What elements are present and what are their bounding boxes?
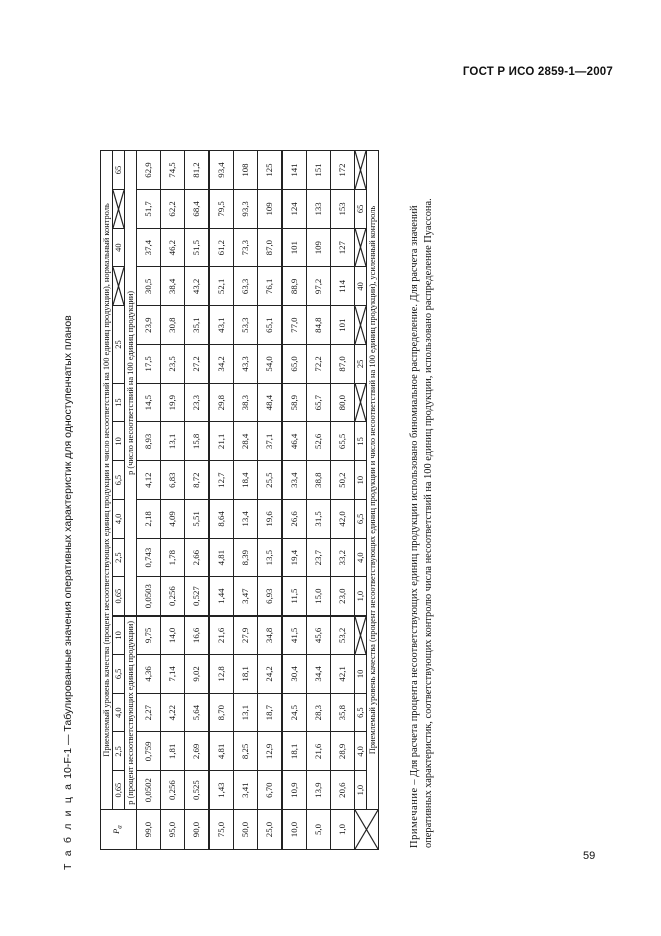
value-cell: 43,2	[185, 267, 210, 306]
aql-bottom-cell: 4,0	[355, 538, 367, 577]
table-row	[185, 151, 210, 850]
value-cell: 62,9	[137, 151, 161, 190]
value-cell: 4,36	[137, 655, 161, 694]
value-cell: 5,64	[185, 693, 210, 732]
value-cell: 0,0503	[137, 577, 161, 616]
value-cell: 72,2	[307, 345, 331, 384]
aql-top-cell: 10	[113, 422, 125, 461]
value-cell: 12,8	[209, 655, 234, 694]
value-cell: 4,09	[161, 500, 185, 539]
value-cell: 43,1	[209, 306, 234, 345]
value-cell: 11,5	[282, 577, 307, 616]
value-cell: 15,0	[307, 577, 331, 616]
value-cell: 28,4	[234, 422, 258, 461]
aql-top-cell: 25	[113, 306, 125, 384]
value-cell: 18,7	[258, 693, 283, 732]
value-cell: 34,2	[209, 345, 234, 384]
value-cell: 27,2	[185, 345, 210, 384]
value-cell: 23,9	[137, 306, 161, 345]
value-cell: 74,5	[161, 151, 185, 190]
aql-bottom-cell: 10	[355, 461, 367, 500]
value-cell: 4,81	[209, 538, 234, 577]
value-cell: 19,4	[282, 538, 307, 577]
value-cell: 29,8	[209, 383, 234, 422]
pa-value-cell: 50,0	[234, 810, 258, 850]
aql-top-cell: 6,5	[113, 461, 125, 500]
value-cell: 2,69	[185, 732, 210, 771]
value-cell: 101	[331, 306, 355, 345]
value-cell: 65,7	[307, 383, 331, 422]
aql-bottom-cell: 4,0	[355, 732, 367, 771]
value-cell: 34,4	[307, 655, 331, 694]
table-row	[137, 151, 161, 850]
value-cell: 7,14	[161, 655, 185, 694]
value-cell: 13,4	[234, 500, 258, 539]
value-cell: 26,6	[282, 500, 307, 539]
aql-bottom-cell: 40	[355, 267, 367, 306]
aql-bottom-cell: 1,0	[355, 771, 367, 810]
sub-header-right: p (число несоответствий на 100 единиц продукции)	[125, 151, 137, 616]
value-cell: 172	[331, 151, 355, 190]
pa-value-cell: 99,0	[137, 810, 161, 850]
value-cell: 63,3	[234, 267, 258, 306]
pa-value-cell: 75,0	[209, 810, 234, 850]
aql-top-cell: 6,5	[113, 655, 125, 694]
value-cell: 81,2	[185, 151, 210, 190]
value-cell: 41,5	[282, 616, 307, 655]
value-cell: 20,6	[331, 771, 355, 810]
crossed-cell	[355, 306, 367, 345]
value-cell: 18,4	[234, 461, 258, 500]
table-row	[234, 151, 258, 850]
pa-header-cell	[101, 810, 137, 850]
value-cell: 14,5	[137, 383, 161, 422]
value-cell: 9,75	[137, 616, 161, 655]
value-cell: 17,5	[137, 345, 161, 384]
pa-sub: a	[115, 825, 124, 829]
cross-out-icon	[355, 810, 378, 849]
value-cell: 127	[331, 228, 355, 267]
value-cell: 0,527	[185, 577, 210, 616]
value-cell: 52,1	[209, 267, 234, 306]
value-cell: 45,6	[307, 616, 331, 655]
value-cell: 28,9	[331, 732, 355, 771]
value-cell: 3,41	[234, 771, 258, 810]
value-cell: 21,1	[209, 422, 234, 461]
rotated-table-block	[62, 0, 602, 878]
value-cell: 8,72	[185, 461, 210, 500]
value-cell: 79,5	[209, 190, 234, 229]
value-cell: 30,4	[282, 655, 307, 694]
pa-value-cell: 25,0	[258, 810, 283, 850]
caption-number: 10-F-1	[62, 747, 74, 779]
value-cell: 61,2	[209, 228, 234, 267]
pa-value-cell: 95,0	[161, 810, 185, 850]
top-header-cell: Приемлемый уровень качества (процент несоответствующих единиц продукции и число несоответствий на 100 единиц продукции), нормальный контроль	[101, 151, 113, 810]
value-cell: 0,759	[137, 732, 161, 771]
value-cell: 2,66	[185, 538, 210, 577]
value-cell: 27,9	[234, 616, 258, 655]
value-cell: 76,1	[258, 267, 283, 306]
value-cell: 37,1	[258, 422, 283, 461]
value-cell: 65,0	[282, 345, 307, 384]
pa-value-cell: 90,0	[185, 810, 210, 850]
value-cell: 28,3	[307, 693, 331, 732]
pa-value-cell: 1,0	[331, 810, 355, 850]
value-cell: 46,2	[161, 228, 185, 267]
value-cell: 12,7	[209, 461, 234, 500]
crossed-cell	[355, 616, 367, 655]
pa-value-cell: 10,0	[282, 810, 307, 850]
table-row	[258, 151, 283, 850]
value-cell: 35,1	[185, 306, 210, 345]
value-cell: 50,2	[331, 461, 355, 500]
value-cell: 77,0	[282, 306, 307, 345]
value-cell: 16,6	[185, 616, 210, 655]
aql-top-cell: 40	[113, 228, 125, 267]
value-cell: 9,02	[185, 655, 210, 694]
value-cell: 24,5	[282, 693, 307, 732]
note-lead: Примечание	[409, 787, 420, 848]
value-cell: 15,8	[185, 422, 210, 461]
value-cell: 108	[234, 151, 258, 190]
aql-bottom-cell: 6,5	[355, 693, 367, 732]
value-cell: 4,22	[161, 693, 185, 732]
value-cell: 101	[282, 228, 307, 267]
value-cell: 0,256	[161, 577, 185, 616]
cross-out-icon	[355, 306, 366, 344]
caption-label: Т а б л и ц а	[62, 781, 74, 870]
page-number: 59	[583, 850, 596, 862]
value-cell: 54,0	[258, 345, 283, 384]
value-cell: 8,25	[234, 732, 258, 771]
aql-bottom-cell: 25	[355, 345, 367, 384]
value-cell: 38,3	[234, 383, 258, 422]
bottom-header-cell: Приемлемый уровень качества (процент несоответствующих единиц продукции и число несоответствий на 100 единиц продукции), усиленный контроль	[367, 151, 379, 810]
value-cell: 93,3	[234, 190, 258, 229]
value-cell: 19,6	[258, 500, 283, 539]
value-cell: 38,8	[307, 461, 331, 500]
note-text: – Для расчета процента несоответствующих единиц продукции использовано биномиальное распределение. Для расчета значений оперативных характеристик, соответствующих контролю числа несоответствий на 100 единиц продукции, использовано распределение Пуассона.	[409, 198, 434, 848]
value-cell: 88,9	[282, 267, 307, 306]
caption-text: — Табулированные значения оперативных характеристик для одноступенчатых планов	[62, 315, 74, 745]
value-cell: 125	[258, 151, 283, 190]
value-cell: 141	[282, 151, 307, 190]
value-cell: 1,43	[209, 771, 234, 810]
value-cell: 87,0	[258, 228, 283, 267]
table-note	[408, 150, 435, 848]
value-cell: 5,51	[185, 500, 210, 539]
value-cell: 65,5	[331, 422, 355, 461]
value-cell: 8,64	[209, 500, 234, 539]
cross-out-icon	[355, 617, 366, 654]
aql-top-cell: 2,5	[113, 538, 125, 577]
value-cell: 23,0	[331, 577, 355, 616]
value-cell: 18,1	[234, 655, 258, 694]
aql-bottom-cell: 15	[355, 422, 367, 461]
value-cell: 19,9	[161, 383, 185, 422]
value-cell: 14,0	[161, 616, 185, 655]
value-cell: 23,7	[307, 538, 331, 577]
value-cell: 93,4	[209, 151, 234, 190]
aql-bottom-cell: 10	[355, 655, 367, 694]
value-cell: 65,1	[258, 306, 283, 345]
value-cell: 34,8	[258, 616, 283, 655]
value-cell: 30,5	[137, 267, 161, 306]
table-row	[331, 151, 355, 850]
table-row	[161, 151, 185, 850]
value-cell: 48,4	[258, 383, 283, 422]
table-row	[307, 151, 331, 850]
value-cell: 68,4	[185, 190, 210, 229]
crossed-cell	[355, 228, 367, 267]
crossed-cell	[113, 267, 125, 306]
value-cell: 1,78	[161, 538, 185, 577]
cross-out-icon	[355, 384, 366, 422]
value-cell: 53,2	[331, 616, 355, 655]
value-cell: 6,93	[258, 577, 283, 616]
value-cell: 97,2	[307, 267, 331, 306]
value-cell: 31,5	[307, 500, 331, 539]
value-cell: 73,3	[234, 228, 258, 267]
value-cell: 4,12	[137, 461, 161, 500]
value-cell: 23,3	[185, 383, 210, 422]
aql-top-cell: 2,5	[113, 732, 125, 771]
cross-out-icon	[113, 190, 124, 228]
value-cell: 18,1	[282, 732, 307, 771]
value-cell: 0,525	[185, 771, 210, 810]
pa-value-cell: 5,0	[307, 810, 331, 850]
value-cell: 30,8	[161, 306, 185, 345]
value-cell: 6,83	[161, 461, 185, 500]
aql-top-cell: 4,0	[113, 500, 125, 539]
oc-table	[100, 150, 379, 850]
value-cell: 12,9	[258, 732, 283, 771]
value-cell: 8,70	[209, 693, 234, 732]
value-cell: 153	[331, 190, 355, 229]
value-cell: 10,9	[282, 771, 307, 810]
value-cell: 13,5	[258, 538, 283, 577]
table-row	[282, 151, 307, 850]
value-cell: 109	[307, 228, 331, 267]
aql-top-cell: 15	[113, 383, 125, 422]
cross-out-icon	[355, 229, 366, 267]
value-cell: 3,47	[234, 577, 258, 616]
value-cell: 43,3	[234, 345, 258, 384]
value-cell: 21,6	[307, 732, 331, 771]
value-cell: 33,4	[282, 461, 307, 500]
value-cell: 80,0	[331, 383, 355, 422]
value-cell: 38,4	[161, 267, 185, 306]
value-cell: 51,7	[137, 190, 161, 229]
value-cell: 35,8	[331, 693, 355, 732]
crossed-corner-cell	[355, 810, 379, 850]
pa-label: P	[112, 828, 122, 834]
value-cell: 2,27	[137, 693, 161, 732]
table-caption	[62, 315, 74, 870]
value-cell: 0,743	[137, 538, 161, 577]
value-cell: 133	[307, 190, 331, 229]
aql-bottom-cell: 65	[355, 190, 367, 229]
value-cell: 53,3	[234, 306, 258, 345]
value-cell: 24,2	[258, 655, 283, 694]
value-cell: 21,6	[209, 616, 234, 655]
value-cell: 4,81	[209, 732, 234, 771]
crossed-cell	[113, 190, 125, 229]
value-cell: 1,81	[161, 732, 185, 771]
value-cell: 0,0502	[137, 771, 161, 810]
value-cell: 6,70	[258, 771, 283, 810]
value-cell: 0,256	[161, 771, 185, 810]
aql-top-cell: 0,65	[113, 577, 125, 616]
value-cell: 33,2	[331, 538, 355, 577]
value-cell: 13,1	[234, 693, 258, 732]
document-header: ГОСТ Р ИСО 2859-1—2007	[462, 66, 613, 78]
value-cell: 124	[282, 190, 307, 229]
value-cell: 51,5	[185, 228, 210, 267]
value-cell: 62,2	[161, 190, 185, 229]
value-cell: 37,4	[137, 228, 161, 267]
aql-bottom-cell: 1,0	[355, 577, 367, 616]
value-cell: 1,44	[209, 577, 234, 616]
value-cell: 25,5	[258, 461, 283, 500]
aql-top-cell: 0,65	[113, 771, 125, 810]
value-cell: 42,0	[331, 500, 355, 539]
value-cell: 8,93	[137, 422, 161, 461]
value-cell: 58,9	[282, 383, 307, 422]
cross-out-icon	[113, 268, 124, 306]
aql-top-cell: 4,0	[113, 693, 125, 732]
crossed-cell	[355, 383, 367, 422]
aql-top-cell: 65	[113, 151, 125, 190]
cross-out-icon	[355, 151, 366, 189]
crossed-cell	[355, 151, 367, 190]
value-cell: 151	[307, 151, 331, 190]
aql-bottom-cell: 6,5	[355, 500, 367, 539]
value-cell: 46,4	[282, 422, 307, 461]
value-cell: 84,8	[307, 306, 331, 345]
aql-top-cell: 10	[113, 616, 125, 655]
table-row	[209, 151, 234, 850]
sub-header-left: p (процент несоответствующих единиц продукции)	[125, 616, 137, 810]
value-cell: 109	[258, 190, 283, 229]
value-cell: 8,39	[234, 538, 258, 577]
value-cell: 23,5	[161, 345, 185, 384]
value-cell: 87,0	[331, 345, 355, 384]
value-cell: 2,18	[137, 500, 161, 539]
value-cell: 42,1	[331, 655, 355, 694]
value-cell: 52,6	[307, 422, 331, 461]
value-cell: 114	[331, 267, 355, 306]
value-cell: 13,9	[307, 771, 331, 810]
value-cell: 13,1	[161, 422, 185, 461]
